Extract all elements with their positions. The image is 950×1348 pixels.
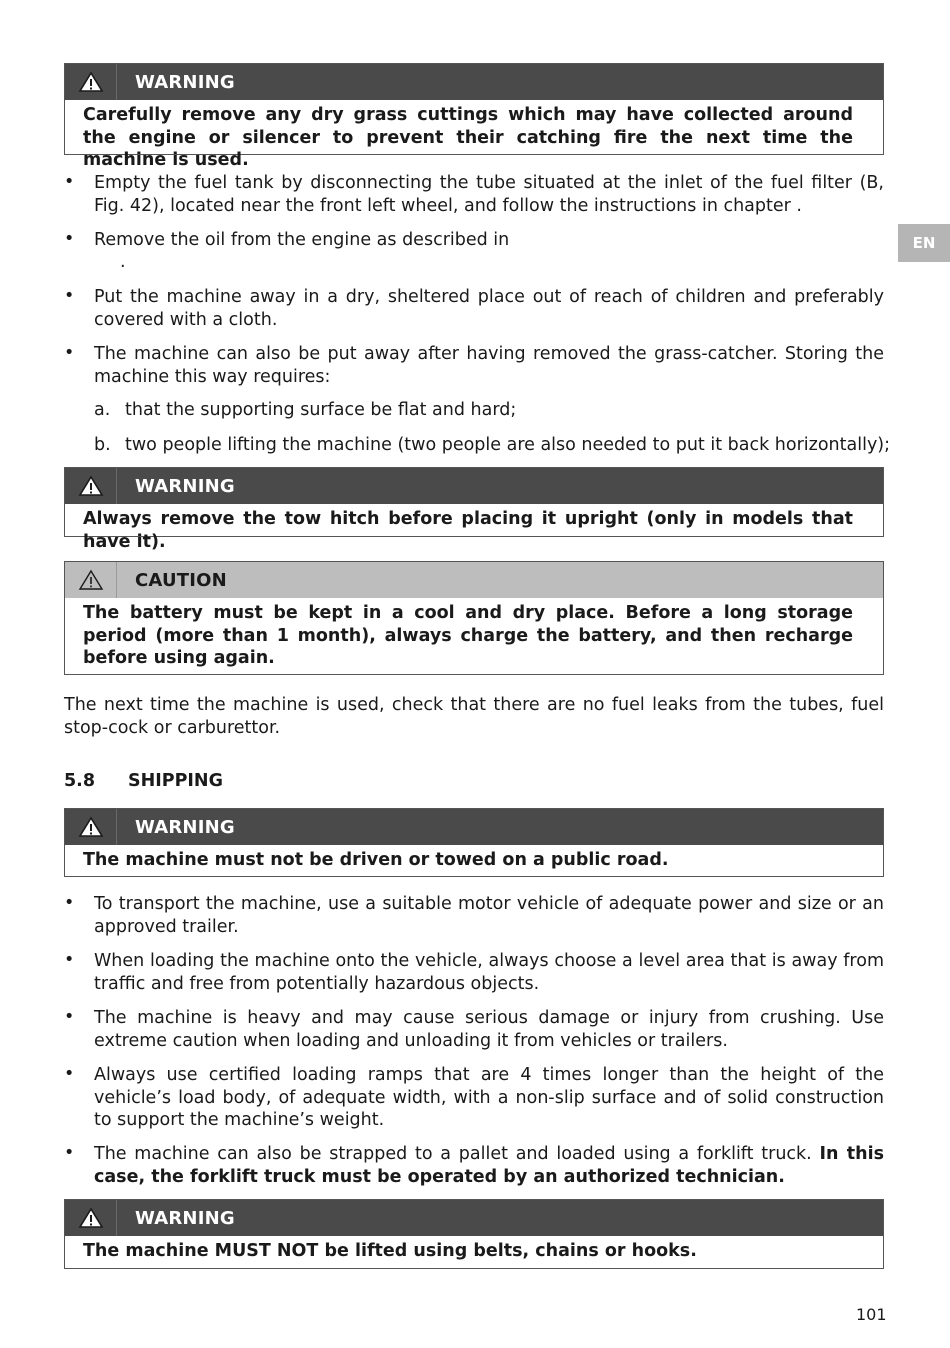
list-item-put-away: Put the machine away in a dry, sheltered place out of reach of children and preferably covered with a cloth. [94, 287, 884, 330]
warning-triangle-icon [65, 468, 117, 504]
section-heading [64, 770, 223, 792]
forklift-bold-text: In this case, the forklift truck must be operated by an authorized technician. [94, 1144, 884, 1187]
warning-header [65, 64, 883, 100]
caution-triangle-icon [65, 562, 117, 598]
bullet-marker: • [64, 1143, 75, 1163]
warning-triangle-icon [65, 809, 117, 845]
bullet-marker: • [64, 229, 75, 249]
list-item-loading-area: When loading the machine onto the vehicle, always choose a level area that is away from traffic and free from potentially hazardous objects. [94, 951, 884, 994]
page-number: 101 [856, 1305, 887, 1324]
warning-text: The machine must not be driven or towed on a public road. [83, 850, 669, 870]
bullet-marker: • [64, 1007, 75, 1027]
language-tab-en: EN [898, 224, 950, 262]
section-number: 5.8 [64, 771, 96, 791]
bullet-marker: • [64, 1064, 75, 1084]
warning-header [65, 1200, 883, 1236]
section-title: SHIPPING [128, 771, 223, 791]
list-item-remove-oil: Remove the oil from the engine as described in [94, 230, 510, 250]
list-item-grass-catcher: The machine can also be put away after having removed the grass-catcher. Storing the machine this way requires: [94, 344, 884, 387]
warning-triangle-icon [65, 1200, 117, 1236]
warning-text: The machine MUST NOT be lifted using belts, chains or hooks. [83, 1241, 697, 1261]
bullet-marker: • [64, 343, 75, 363]
list-item-empty-fuel: Empty the fuel tank by disconnecting the tube situated at the inlet of the fuel filter (B, Fig. 42), located near the front left wheel, and follow the instructions in chapter . [94, 173, 884, 216]
bullet-marker: • [64, 172, 75, 192]
warning-box-grass [64, 63, 884, 170]
list-item-ramps: Always use certified loading ramps that are 4 times longer than the height of the vehicle’s load body, of adequate width, with a non-slip surface and of solid construction to support the machine’s weight. [94, 1065, 884, 1130]
sub-item-text: two people lifting the machine (two people are also needed to put it back horizontally); [125, 435, 891, 455]
warning-text: Carefully remove any dry grass cuttings which may have collected around the engine or silencer to prevent their catching fire the next time the machine is used. [83, 105, 853, 170]
warning-box-tow-hitch [64, 467, 884, 552]
list-item-remove-oil-dot: . [120, 252, 126, 272]
forklift-text: The machine can also be strapped to a pallet and loaded using a forklift truck. [94, 1144, 820, 1164]
caution-box-battery [64, 561, 884, 675]
list-item-transport: To transport the machine, use a suitable motor vehicle of adequate power and size or an approved trailer. [94, 894, 884, 937]
warning-text: Always remove the tow hitch before placing it upright (only in models that have it). [83, 509, 853, 552]
bullet-marker: • [64, 893, 75, 913]
caution-text: The battery must be kept in a cool and dry place. Before a long storage period (more than 1 month), always charge the battery, and then recharge before using again. [83, 603, 853, 668]
warning-header [65, 809, 883, 845]
bullet-marker: • [64, 286, 75, 306]
sub-item-marker: a. [94, 400, 111, 420]
sub-item-text: that the supporting surface be flat and hard; [125, 400, 517, 420]
warning-label: WARNING [135, 475, 235, 497]
list-item-forklift [94, 1143, 884, 1188]
warning-box-lifting [64, 1199, 884, 1269]
bullet-marker: • [64, 950, 75, 970]
warning-label: WARNING [135, 1207, 235, 1229]
warning-header [65, 468, 883, 504]
warning-label: WARNING [135, 816, 235, 838]
next-time-paragraph: The next time the machine is used, check that there are no fuel leaks from the tubes, fuel stop-cock or carburettor. [64, 695, 884, 738]
caution-header [65, 562, 883, 598]
warning-triangle-icon [65, 64, 117, 100]
sub-item-marker: b. [94, 435, 111, 455]
warning-box-public-road [64, 808, 884, 877]
caution-label: CAUTION [135, 569, 227, 591]
list-item-heavy: The machine is heavy and may cause serious damage or injury from crushing. Use extreme caution when loading and unloading it from vehicles or trailers. [94, 1008, 884, 1051]
warning-label: WARNING [135, 71, 235, 93]
